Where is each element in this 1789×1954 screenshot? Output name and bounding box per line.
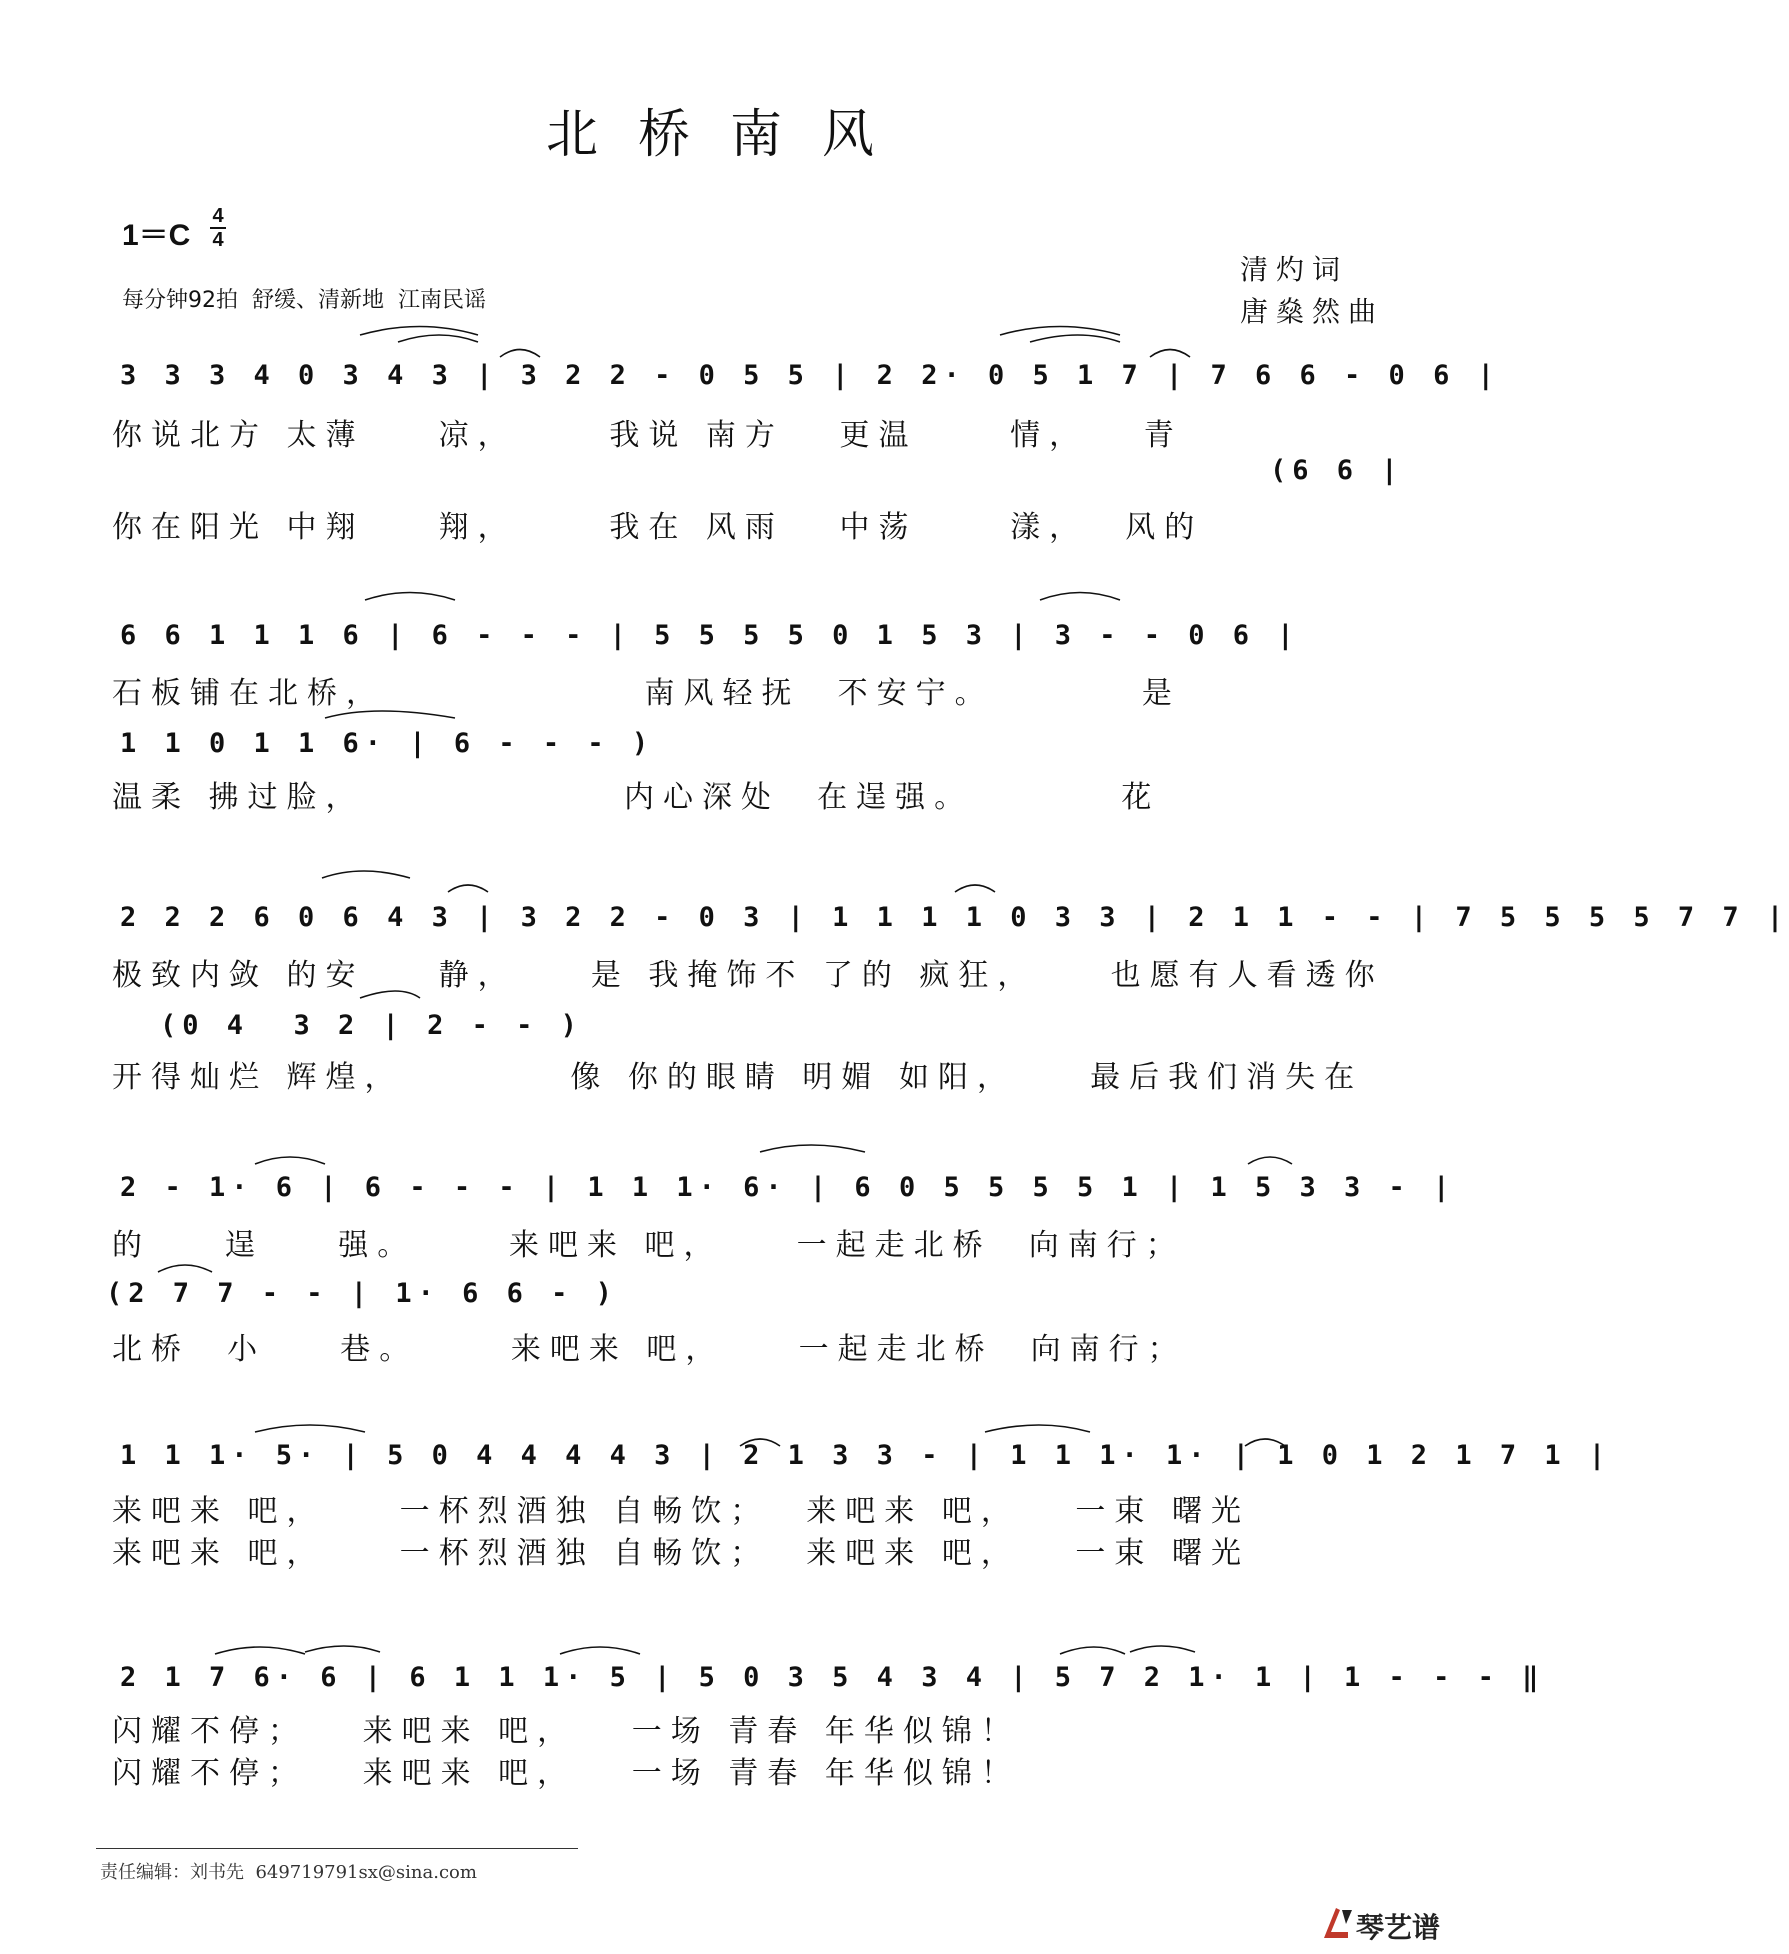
slur xyxy=(1248,1157,1292,1164)
lyric-line-verse2: 你在阳光 中翔 翔， 我在 风雨 中荡 漾， 风的 xyxy=(112,510,1204,545)
interlude-notation: (2 7 7 - - | 1· 6 6 - ) xyxy=(106,1278,618,1309)
slur xyxy=(305,1646,380,1652)
lyric-line-verse1: 极致内敛 的安 静， 是 我掩饰不 了的 疯狂， 也愿有人看透你 xyxy=(112,958,1384,993)
interlude-notation: (6 6 | xyxy=(1270,455,1404,486)
notation-line: 6 6 1 1 1 6 | 6 - - - | 5 5 5 5 0 1 5 3 | 3 - - 0 6 | xyxy=(120,620,1300,651)
slur xyxy=(1030,335,1120,342)
footer-divider xyxy=(96,1848,578,1849)
slur xyxy=(255,1157,325,1164)
slur xyxy=(1130,1646,1195,1652)
slur xyxy=(325,711,455,718)
slur xyxy=(500,350,540,358)
slur xyxy=(360,327,478,336)
lyric-line-verse1: 的 逞 强。 来吧来 吧， 一起走北桥 向南行； xyxy=(112,1228,1185,1263)
logo-text: 琴艺谱 xyxy=(1356,1911,1441,1944)
lyric-line-verse1: 来吧来 吧， 一杯烈酒独 自畅饮； 来吧来 吧， 一束 曙光 xyxy=(112,1494,1250,1529)
tempo-marking: 每分钟92拍 舒缓、清新地 江南民谣 xyxy=(122,288,486,313)
slur xyxy=(215,1647,305,1654)
slur xyxy=(1245,1439,1285,1446)
notation-line: 1 1 1· 5· | 5 0 4 4 4 4 3 | 2 1 3 3 - | 1 1 1· 1· | 1 0 1 2 1 7 1 | xyxy=(120,1440,1612,1471)
slur xyxy=(255,1425,365,1432)
slur xyxy=(158,1265,212,1272)
lyricist-credit: 清灼词 xyxy=(1240,253,1349,286)
lyric-line-verse1: 你说北方 太薄 凉， 我说 南方 更温 情， 青 xyxy=(112,418,1183,453)
notation-line: 2 1 7 6· 6 | 6 1 1 1· 5 | 5 0 3 5 4 3 4 | 5 7 2 1· 1 | 1 - - - ‖ xyxy=(120,1662,1545,1693)
slur xyxy=(1040,593,1120,601)
slur xyxy=(365,593,455,601)
slur xyxy=(1000,327,1120,336)
slur xyxy=(760,1145,865,1152)
slur xyxy=(398,335,478,342)
slur xyxy=(740,1439,780,1446)
lyric-line-verse2: 闪耀不停； 来吧来 吧， 一场 青春 年华似锦！ xyxy=(112,1756,1020,1791)
slur xyxy=(360,991,420,998)
interlude-notation: (0 4 3 2 | 2 - - ) xyxy=(160,1010,583,1041)
lyric-line-verse2: 来吧来 吧， 一杯烈酒独 自畅饮； 来吧来 吧， 一束 曙光 xyxy=(112,1536,1250,1571)
song-title: 北桥南风 xyxy=(545,105,914,165)
footer-credit: 责任编辑：刘书先 649719791sx@sina.com xyxy=(100,1862,477,1883)
time-sig-bottom: 4 xyxy=(212,229,224,251)
notation-line: 2 2 2 6 0 6 4 3 | 3 2 2 - 0 3 | 1 1 1 1 0 3 3 | 2 1 1 - - | 7 5 5 5 5 7 7 | xyxy=(120,902,1789,933)
slur xyxy=(560,1647,640,1654)
slur xyxy=(1060,1647,1125,1654)
lyric-line-verse2: 开得灿烂 辉煌， 像 你的眼睛 明媚 如阳， 最后我们消失在 xyxy=(112,1060,1364,1095)
slur xyxy=(448,885,488,892)
slur xyxy=(1150,350,1190,358)
composer-credit: 唐燊然曲 xyxy=(1240,295,1385,328)
lyric-line-verse1: 石板铺在北桥， 南风轻抚 不安宁。 是 xyxy=(112,676,1181,711)
slur xyxy=(955,885,995,892)
slur xyxy=(322,871,410,878)
lyric-line-verse2: 北桥 小 巷。 来吧来 吧， 一起走北桥 向南行； xyxy=(112,1332,1187,1367)
interlude-notation: 1 1 0 1 1 6· | 6 - - - ) xyxy=(120,728,655,759)
time-sig-top: 4 xyxy=(212,205,224,227)
slur xyxy=(985,1425,1090,1432)
lyric-line-verse2: 温柔 拂过脸， 内心深处 在逞强。 花 xyxy=(112,780,1161,815)
notation-line: 2 - 1· 6 | 6 - - - | 1 1 1· 6· | 6 0 5 5 5 5 1 | 1 5 3 3 - | xyxy=(120,1172,1456,1203)
lyric-line-verse1: 闪耀不停； 来吧来 吧， 一场 青春 年华似锦！ xyxy=(112,1714,1020,1749)
notation-line: 3 3 3 4 0 3 4 3 | 3 2 2 - 0 5 5 | 2 2· 0 5 1 7 | 7 6 6 - 0 6 | xyxy=(120,360,1500,391)
key-signature: 1＝C xyxy=(122,219,191,252)
